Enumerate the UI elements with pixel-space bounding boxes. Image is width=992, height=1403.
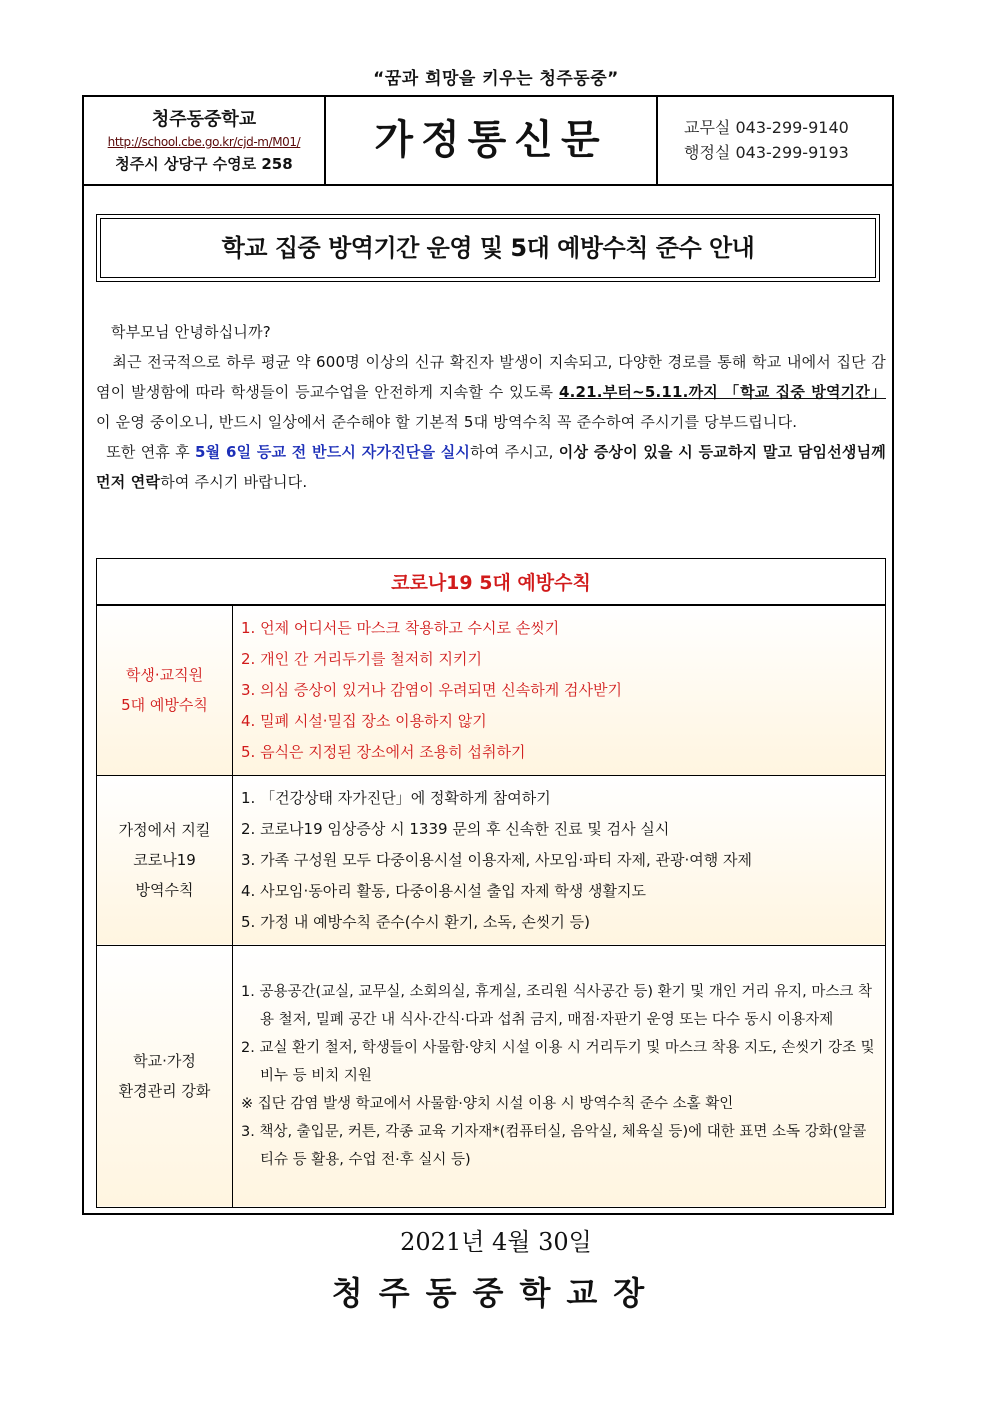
letter-body — [96, 317, 886, 497]
school-info — [84, 97, 326, 184]
paragraph-2: 또한 연휴 후 5월 6일 등교 전 반드시 자가진단을 실시하여 주시고, 이상 증상이 있을 시 등교하지 말고 담임선생님께 먼저 연락하여 주시기 바랍니다. — [96, 443, 886, 491]
school-name: 청주동중학교 — [151, 109, 257, 130]
row-items — [233, 945, 886, 1207]
list-item: 4. 사모임·동아리 활동, 다중이용시설 출입 자제 학생 생활지도 — [241, 881, 646, 900]
list-item: 2. 코로나19 임상증상 시 1339 문의 후 신속한 진료 및 검사 실시 — [241, 819, 670, 838]
contact-phones — [684, 115, 849, 165]
quarantine-period: 4.21.부터~5.11.까지 「학교 집중 방역기간」 — [559, 383, 886, 401]
list-item: 5. 음식은 지정된 장소에서 조용히 섭취하기 — [241, 742, 526, 761]
list-item: 1. 공용공간(교실, 교무실, 소회의실, 휴게실, 조리원 식사공간 등) 환기 및 개인 거리 유지, 마스크 착용 철저, 밀폐 공간 내 식사·간식·다과 섭취 금지, 매점·자판기 운영 또는 다수 동시 이용자제 — [241, 984, 872, 1028]
list-item: 1. 「건강상태 자가진단」에 정확하게 참여하기 — [241, 788, 551, 807]
list-item: 2. 교실 환기 철저, 학생들이 사물함·양치 시설 이용 시 거리두기 및 마스크 착용 지도, 손씻기 강조 및 비누 등 비치 지원 — [241, 1040, 875, 1084]
list-item: 5. 가정 내 예방수칙 준수(수시 환기, 소독, 손씻기 등) — [241, 912, 591, 931]
list-item: 2. 개인 간 거리두기를 철저히 지키기 — [241, 649, 483, 668]
greeting: 학부모님 안녕하십니까? — [110, 323, 271, 341]
table-title: 코로나19 5대 예방수칙 — [97, 559, 886, 606]
list-item: 3. 가족 구성원 모두 다중이용시설 이용자제, 사모임·파티 자제, 관광·여행 자제 — [241, 850, 752, 869]
school-address: 청주시 상당구 수영로 258 — [115, 155, 293, 173]
row-category: 가정에서 지킬 코로나19 방역수칙 — [97, 775, 233, 945]
prevention-rules-table — [96, 558, 886, 1208]
list-item: 3. 의심 증상이 있거나 감염이 우려되면 신속하게 검사받기 — [241, 680, 622, 699]
list-item: 1. 언제 어디서든 마스크 착용하고 수시로 손씻기 — [241, 618, 560, 637]
row-category: 학교·가정 환경관리 강화 — [97, 945, 233, 1207]
table-row — [97, 945, 886, 1207]
phone-academic-office: 교무실 043-299-9140 — [684, 118, 849, 137]
notice-title-box — [96, 214, 880, 282]
document-title: 가정통신문 — [326, 97, 658, 184]
self-check-notice: 5월 6일 등교 전 반드시 자가진단을 실시 — [195, 443, 471, 461]
list-item: ※ 집단 감염 발생 학교에서 사물함·양치 시설 이용 시 방역수칙 준수 소홀 확인 — [241, 1096, 734, 1112]
letter-header — [84, 97, 892, 186]
principal-signature: 청주동중학교장 — [331, 1274, 661, 1312]
row-items — [233, 775, 886, 945]
phone-admin-office: 행정실 043-299-9193 — [684, 143, 849, 162]
newsletter-frame — [82, 95, 894, 1215]
row-category: 학생·교직원 5대 예방수칙 — [97, 605, 233, 775]
issue-date: 2021년 4월 30일 — [400, 1228, 592, 1256]
list-item: 4. 밀폐 시설·밀집 장소 이용하지 않기 — [241, 711, 487, 730]
school-motto: “꿈과 희망을 키우는 청주동중” — [373, 69, 619, 89]
list-item: 3. 책상, 출입문, 커튼, 각종 교육 기자재*(컴퓨터실, 음악실, 체육실 등)에 대한 표면 소독 강화(알콜 티슈 등 활용, 수업 전·후 실시 등) — [241, 1124, 867, 1168]
paragraph-1: 최근 전국적으로 하루 평균 약 600명 이상의 신규 확진자 발생이 지속되고, 다양한 경로를 통해 학교 내에서 집단 감염이 발생함에 따라 학생들이 등교수업을 안전하게 지속할 수 있도록 4.21.부터~5.11.까지 「학교 집중 방역기간」이 운영 중이오니, 반드시 일상에서 준수해야 할 기본적 5대 방역수칙 꼭 준수하여 주시기를 당부드립니다. — [96, 353, 886, 431]
row-items — [233, 605, 886, 775]
table-row — [97, 605, 886, 775]
school-url-link[interactable]: http://school.cbe.go.kr/cjd-m/M01/ — [107, 135, 301, 149]
symptom-notice: 이상 증상이 있을 시 등교하지 말고 담임선생님께 먼저 연락 — [96, 443, 886, 491]
notice-title: 학교 집중 방역기간 운영 및 5대 예방수칙 준수 안내 — [100, 218, 876, 278]
table-row — [97, 775, 886, 945]
